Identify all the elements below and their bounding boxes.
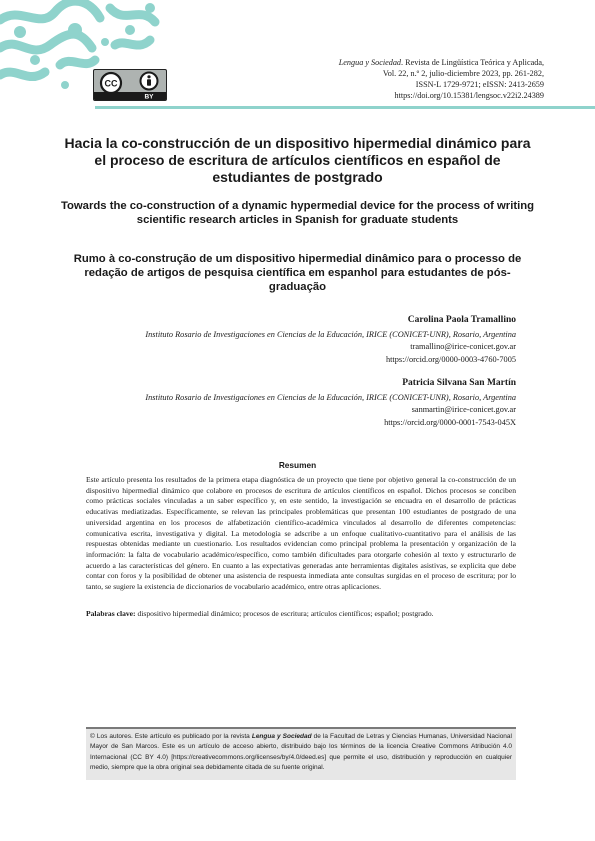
abstract-heading: Resumen [278, 460, 317, 470]
author-email[interactable]: tramallino@irice-conicet.gov.ar [410, 342, 516, 351]
title-spanish: Hacia la co-construcción de un dispositivo hipermedial dinámico para el proceso de escritura de artículos científicos en español de estudiantes de postgrado [64, 135, 531, 185]
author-block [96, 314, 516, 366]
keywords-line [86, 609, 516, 620]
author-name: Carolina Paola Tramallino [407, 315, 516, 325]
license-prefix: © Los autores. Este artículo es publicado por la revista [90, 733, 252, 740]
journal-volume-line: Vol. 22, n.º 2, julio-diciembre 2023, pp. 261-282, [382, 69, 544, 78]
cc-icon-label: CC [104, 78, 118, 89]
author-block [96, 377, 516, 429]
journal-line-1: Lengua y Sociedad. Revista de Lingüística Teórica y Aplicada, [338, 58, 544, 67]
title-portuguese: Rumo à co-construção de um dispositivo hipermedial dinâmico para o processo de redação de artigos de pesquisa científica em espanhol para estudantes de pós-graduação [73, 253, 522, 293]
cc-by-license-badge [93, 69, 167, 101]
by-label: BY [144, 93, 154, 100]
header-divider [95, 106, 595, 109]
license-notice [86, 727, 516, 780]
title-english: Towards the co-construction of a dynamic hypermedial device for the process of writing scientific research articles in Spanish for graduate students [60, 200, 535, 226]
author-orcid-link[interactable]: https://orcid.org/0000-0003-4760-7005 [385, 354, 516, 364]
license-text: de la Facultad de Letras y Ciencias Humanas, Universidad Nacional Mayor de San Marcos. Este es un artículo de acceso abierto, distribuido bajo los términos de la licencia Creative Commons Atribución 4.0 Internacional (CC BY 4.0) [https://creativecommons.org/licenses/by/4.0/deed.es] que permite el uso, distribución y reproducción en cualquier medio, siempre que la obra original sea debidamente citada de su fuente original. [90, 733, 512, 771]
journal-issn-line: ISSN-L 1729-9721; eISSN: 2413-2659 [415, 80, 544, 89]
keywords-label: Palabras clave: [86, 609, 136, 618]
author-email[interactable]: sanmartin@irice-conicet.gov.ar [411, 405, 516, 414]
author-name: Patricia Silvana San Martín [402, 378, 516, 388]
author-affiliation: Instituto Rosario de Investigaciones en Ciencias de la Educación, IRICE (CONICET-UNR), Rosario, Argentina [145, 392, 516, 402]
keywords-list: dispositivo hipermedial dinámico; procesos de escritura; artículos científicos; español; postgrado. [137, 609, 434, 618]
abstract-text: Este artículo presenta los resultados de la primera etapa diagnóstica de un proyecto que tiene por objetivo general la co-construcción de un dispositivo hipermedial dinámico que colabore en procesos de escritura de artículos científicos en español. Dichos procesos se conciben como prácticas sociales vinculadas a un saber específico y, en este sentido, la investigación se encuadra en el desarrollo de prácticas educativas mediatizadas. Específicamente, se relevan las principales problemáticas que presentan 100 estudiantes de postgrado de una universidad argentina en los procesos de alfabetización científico-académica vinculados al desarrollo de diferentes competencias: comunicativa escrita, investigativa y digital. La metodología se adscribe a un enfoque cualitativo-cuantitativo para el análisis de las respuestas obtenidas mediante un cuestionario. Los resultados evidencian como principal problema la presentación y organización de la información: la falta de vocabulario académico/específico, como también dificultades para otorgarle cohesión al texto y estructurarlo de acuerdo a las características del género. En cuanto a las expectativas generadas ante herramientas digitales asistivas, se explicita que debe contar con foros y la posibilidad de obtener una asistencia de respuesta inmediata ante consultas surgidas en el proceso de escritura; por lo tanto, se sugiere la existencia de diccionarios de vocabulario académico, entre otras aplicaciones. [86, 475, 516, 592]
journal-doi-link[interactable]: https://doi.org/10.15381/lengsoc.v22i2.24389 [394, 91, 544, 100]
author-affiliation: Instituto Rosario de Investigaciones en Ciencias de la Educación, IRICE (CONICET-UNR), Rosario, Argentina [145, 329, 516, 339]
journal-name: Lengua y Sociedad [338, 58, 402, 67]
author-orcid-link[interactable]: https://orcid.org/0000-0001-7543-045X [384, 417, 516, 427]
journal-citation-info [214, 57, 544, 101]
license-journal-name: Lengua y Sociedad [251, 733, 312, 740]
